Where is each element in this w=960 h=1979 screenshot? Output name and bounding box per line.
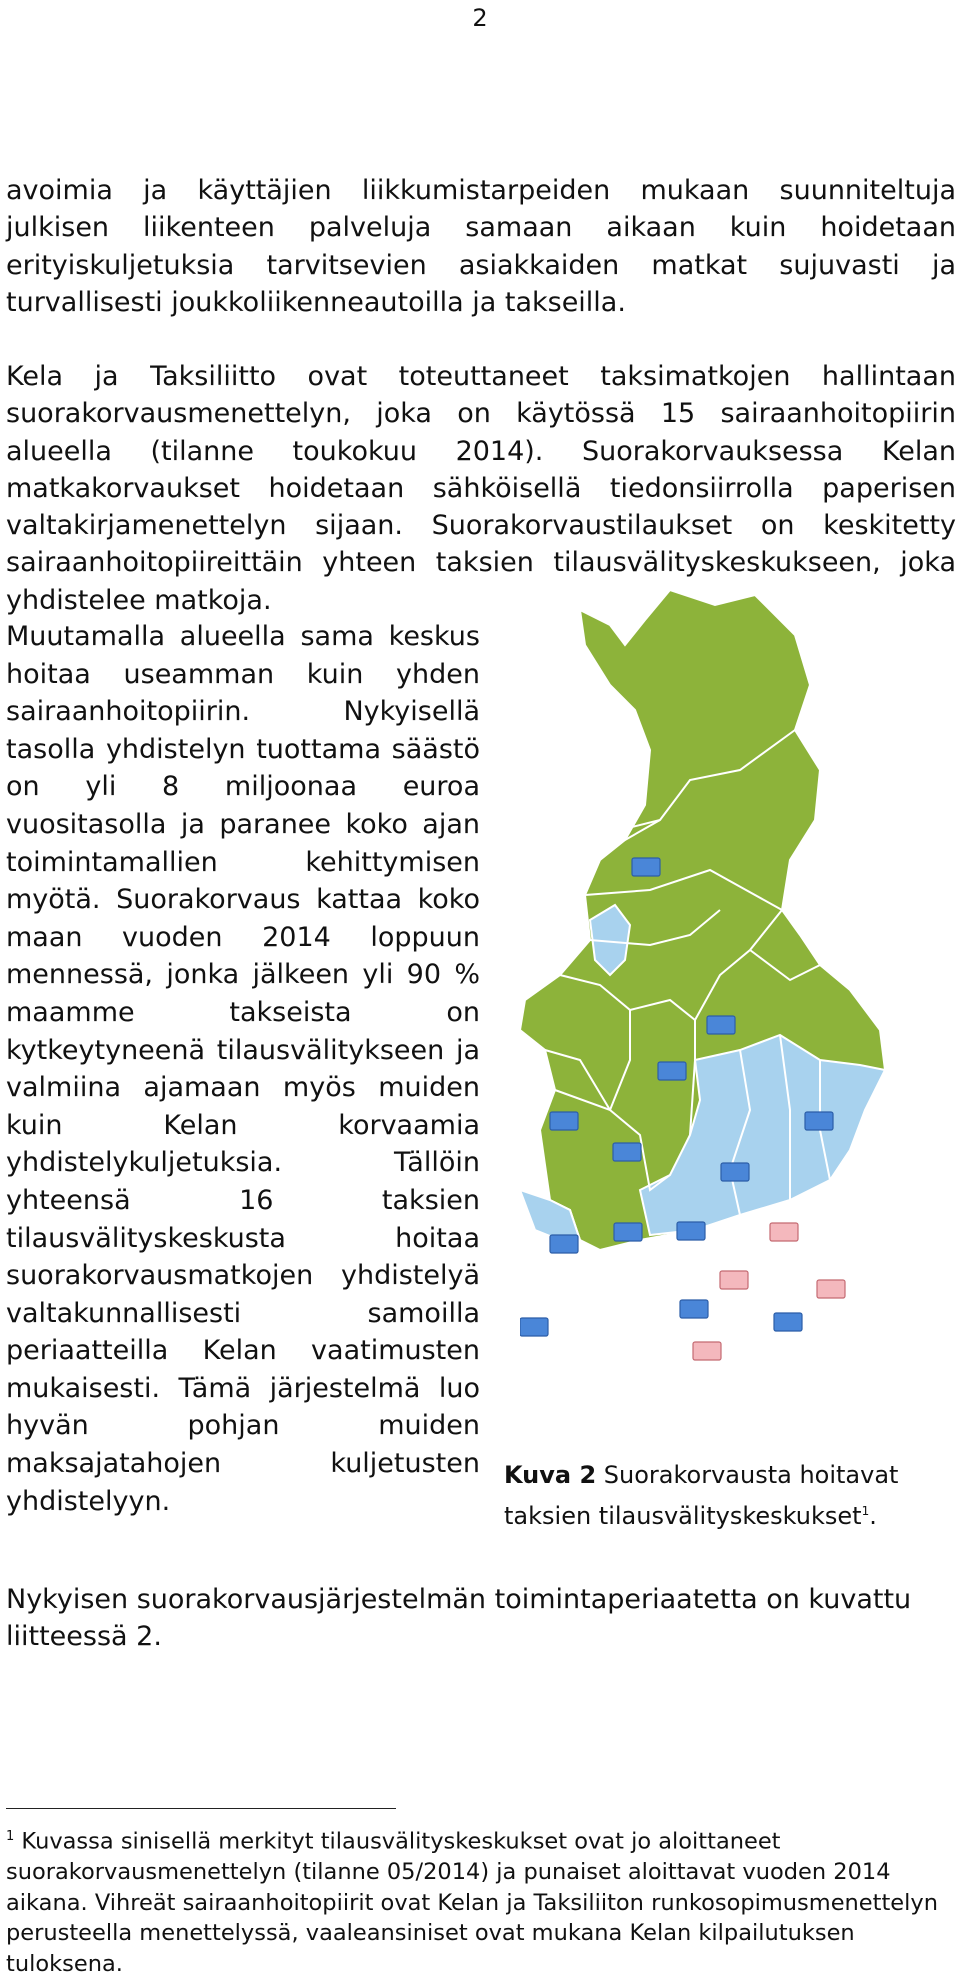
red-marker [693, 1342, 721, 1360]
red-marker [770, 1223, 798, 1241]
blue-marker [520, 1318, 548, 1336]
footnote-divider [6, 1808, 396, 1809]
footnote-mark: 1 [6, 1829, 15, 1844]
figure-caption-text: Suorakorvausta hoitavat taksien tilausvälityskeskukset [504, 1461, 899, 1530]
paragraph-3: Muutamalla alueella sama keskus hoitaa useamman kuin yhden sairaanhoitopiirin. Nykyisellä tasolla yhdistelyn tuottama säästö on yli 8 miljoonaa euroa vuositasolla ja paranee koko ajan toimintamallien kehittymisen myötä. Suorakorvaus kattaa koko maan vuoden 2014 loppuun mennessä, jonka jälkeen yli 90 % maamme takseista on kytkeytyneenä tilausvälitykseen ja valmiina ajamaan myös muiden kuin Kelan korvaamia yhdistelykuljetuksia. Tällöin yhteensä 16 taksien tilausvälityskeskusta hoitaa suorakorvausmatkojen yhdistelyä valtakunnallisesti samoilla periaatteilla Kelan vaatimusten mukaisesti. Tämä järjestelmä luo hyvän pohjan muiden maksajatahojen kuljetusten yhdistelyyn. [6, 621, 480, 1517]
paragraph-4: Nykyisen suorakorvausjärjestelmän toimintaperiaatetta on kuvattu liitteessä 2. [6, 1584, 912, 1652]
blue-marker [774, 1313, 802, 1331]
caption-period: . [869, 1502, 877, 1530]
figure-label: Kuva 2 [504, 1461, 597, 1489]
blue-marker [721, 1163, 749, 1181]
red-marker [817, 1280, 845, 1298]
blue-marker [550, 1235, 578, 1253]
figure-caption [504, 1457, 954, 1534]
blue-marker [658, 1062, 686, 1080]
blue-marker [550, 1112, 578, 1130]
paragraph-1: avoimia ja käyttäjien liikkumistarpeiden mukaan suunniteltuja julkisen liikenteen palveluja samaan aikaan kuin hoidetaan erityiskuljetuksia tarvitsevien asiakkaiden matkat sujuvasti ja turvallisesti joukkoliikenneautoilla ja takseilla. [6, 175, 956, 318]
blue-marker [707, 1016, 735, 1034]
paragraph-2: Kela ja Taksiliitto ovat toteuttaneet taksimatkojen hallintaan suorakorvausmenettelyn, joka on käytössä 15 sairaanhoitopiirin alueella (tilanne toukokuu 2014). Suorakorvauksessa Kelan matkakorvaukset hoidetaan sähköisellä tiedonsiirrolla paperisen valtakirjamenettelyn sijaan. Suorakorvaustilaukset on keskitetty sairaanhoitopiireittäin yhteen taksien tilausvälityskeskukseen, joka yhdistelee matkoja. [6, 361, 956, 616]
footnote-reference: 1 [861, 1504, 870, 1518]
blue-marker [632, 858, 660, 876]
blue-marker [805, 1112, 833, 1130]
blue-marker [614, 1223, 642, 1241]
red-marker [720, 1271, 748, 1289]
footnote [6, 1822, 956, 1979]
blue-marker [613, 1143, 641, 1161]
footnote-text: Kuvassa sinisellä merkityt tilausvälityskeskukset ovat jo aloittaneet suorakorvausmenettelyn (tilanne 05/2014) ja punaiset aloittavat vuoden 2014 aikana. Vihreät sairaanhoitopiirit ovat Kelan ja Taksiliiton runkosopimusmenettelyn perusteella menettelyssä, vaaleansiniset ovat mukana Kelan kilpailutuksen tuloksena. [6, 1828, 938, 1977]
blue-marker [677, 1222, 705, 1240]
red-markers [693, 1223, 845, 1360]
blue-marker [680, 1300, 708, 1318]
finland-map [520, 590, 960, 1410]
finland-map-figure [520, 590, 960, 1410]
page-number: 2 [472, 4, 488, 32]
